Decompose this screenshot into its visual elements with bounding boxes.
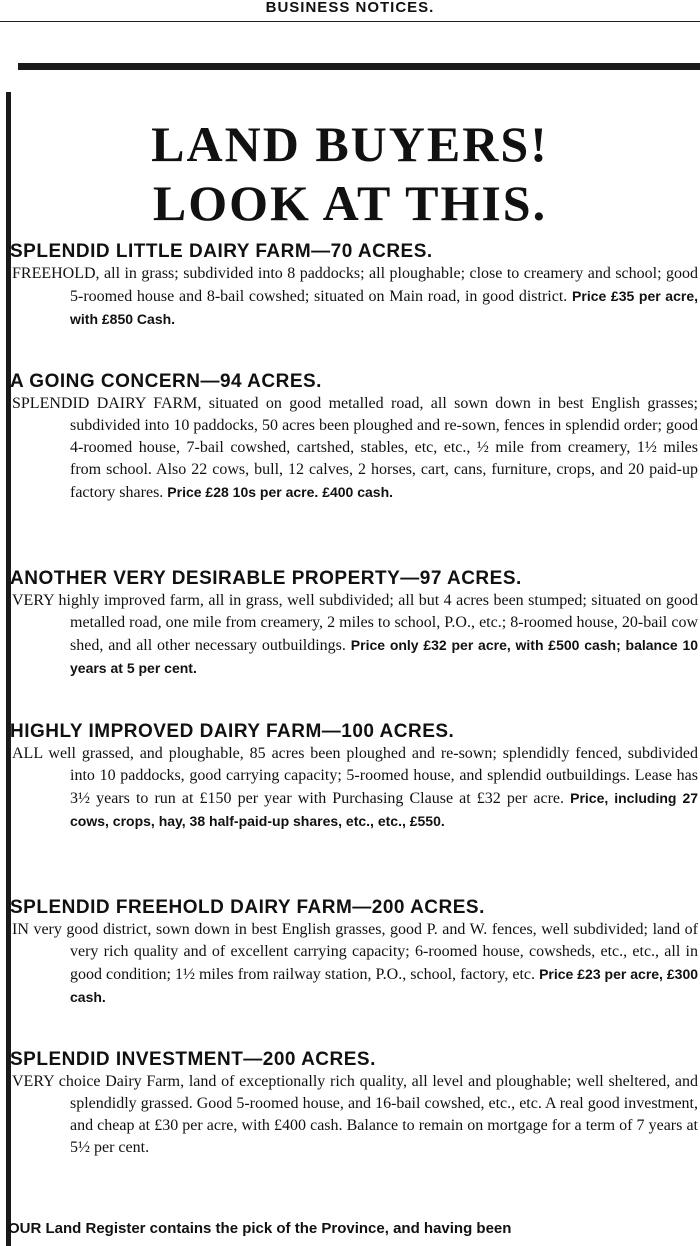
- listing-title: A GOING CONCERN—94 ACRES.: [10, 371, 322, 392]
- listing-body: SPLENDID DAIRY FARM, situated on good metalled road, all sown down in best English grasses; subdivided into 10 paddocks, 50 acres been ploughed and re-sown, fences in splendid order; good 4-roomed house, 7-bail cowshed, cartshed, stables, etc, etc., ½ mile from creamery, 1½ miles from school. Also 22 cows, bull, 12 calves, 2 horses, cart, cans, furniture, crops, and 20 paid-up factory shares.: [12, 395, 698, 501]
- listing-description: [10, 590, 698, 680]
- listing-body: VERY highly improved farm, all in grass, well subdivided; all but 4 acres been stumped; situated on good metalled road, one mile from creamery, 2 miles to school, P.O., etc.; 8-roomed house, 20-bail cow shed, and all other necessary outbuildings.: [12, 592, 698, 654]
- listing-title: SPLENDID FREEHOLD DAIRY FARM—200 ACRES.: [10, 897, 485, 918]
- listing-description: [10, 743, 698, 833]
- listing-dairy-farm-70-acres: [10, 240, 698, 331]
- top-thick-rule: [18, 63, 700, 70]
- land-register-footer-text: OUR Land Register contains the pick of the Province, and having been: [8, 1220, 512, 1237]
- listing-price: Price £28 10s per acre. £400 cash.: [167, 484, 394, 500]
- listing-description: [10, 919, 698, 1009]
- headline-line-2: LOOK AT THIS.: [152, 175, 548, 231]
- listing-description: [10, 263, 698, 331]
- masthead-section-title: BUSINESS NOTICES.: [265, 0, 435, 16]
- listing-body: IN very good district, sown down in best English grasses, good P. and W. fences, well subdivided; land of very rich quality and of excellent carrying capacity; 6-roomed house, cowsheds, etc., etc., all in good condition; 1½ miles from railway station, P.O., school, factory, etc.: [12, 921, 698, 983]
- listing-freehold-dairy-farm-200-acres: [10, 896, 698, 1009]
- listing-body: ALL well grassed, and ploughable, 85 acres been ploughed and re-sown; splendidly fenced, subdivided into 10 paddocks, good carrying capacity; 5-roomed house, and splendid outbuildings. Lease has 3½ years to run at £150 per year with Purchasing Clause at £32 per acre.: [12, 745, 698, 807]
- listing-title: ANOTHER VERY DESIRABLE PROPERTY—97 ACRES.: [10, 568, 522, 589]
- listing-price: Price £35 per acre, with £850 Cash.: [70, 288, 699, 327]
- listing-title: SPLENDID INVESTMENT—200 ACRES.: [10, 1049, 376, 1070]
- listing-desirable-property-97-acres: [10, 567, 698, 680]
- listing-title: HIGHLY IMPROVED DAIRY FARM—100 ACRES.: [10, 721, 455, 742]
- listing-price: Price only £32 per acre, with £500 cash; balance 10 years at 5 per cent.: [70, 637, 699, 676]
- listing-investment-200-acres: [10, 1048, 698, 1159]
- listing-price: Price, including 27 cows, crops, hay, 38 half-paid-up shares, etc., etc., £550.: [70, 790, 699, 829]
- listing-title: SPLENDID LITTLE DAIRY FARM—70 ACRES.: [10, 241, 433, 262]
- listing-body: VERY choice Dairy Farm, land of exceptionally rich quality, all level and ploughable; well sheltered, and splendidly grassed. Good 5-roomed house, and 16-bail cowshed, etc., etc. A real good investment, and cheap at £30 per acre, with £400 cash. Balance to remain on mortgage for a term of 7 years at 5½ per cent.: [12, 1073, 698, 1156]
- headline-line-1: LAND BUYERS!: [151, 116, 549, 172]
- listing-body: FREEHOLD, all in grass; subdivided into 8 paddocks; all ploughable; close to creamery and school; good 5-roomed house and 8-bail cowshed; situated on Main road, in good district.: [12, 265, 698, 305]
- listing-improved-dairy-farm-100-acres: [10, 720, 698, 833]
- listing-description: [10, 393, 698, 504]
- listing-price: Price £23 per acre, £300 cash.: [70, 966, 699, 1005]
- masthead-rule: [0, 21, 700, 22]
- listing-description: [10, 1071, 698, 1159]
- listing-going-concern-94-acres: [10, 370, 698, 504]
